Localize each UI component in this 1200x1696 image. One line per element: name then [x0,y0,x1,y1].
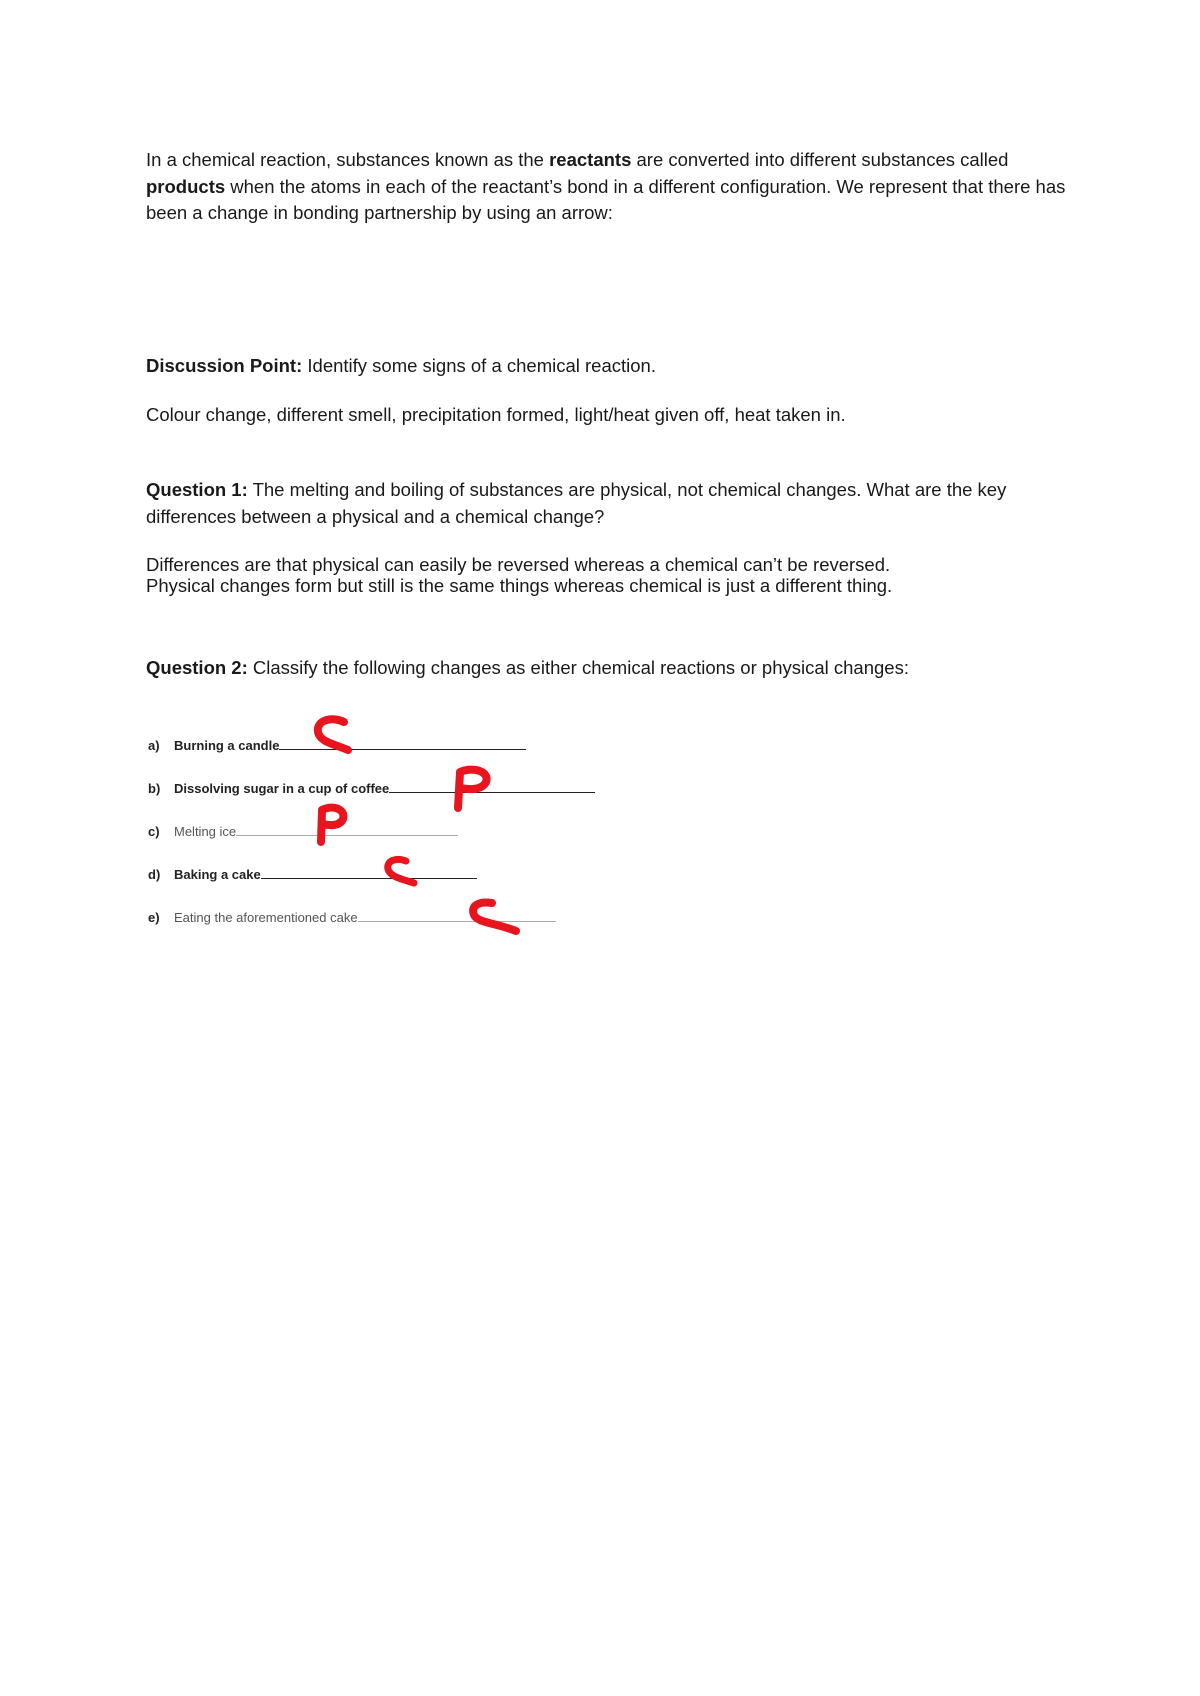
item-text: Dissolving sugar in a cup of coffee [174,781,390,796]
answer-blank[interactable] [261,864,477,879]
intro-paragraph [146,147,1066,227]
reactants-term: reactants [549,149,632,170]
list-item [148,864,477,888]
handwritten-c-mark [308,712,358,758]
intro-text-2: are converted into different substances called [631,149,1009,170]
item-text: Baking a cake [174,867,261,882]
discussion-prompt: Identify some signs of a chemical reaction. [302,355,656,376]
question-2-prompt: Classify the following changes as either chemical reactions or physical changes: [247,657,909,678]
item-text: Burning a candle [174,738,280,753]
item-text: Melting ice [174,824,237,839]
discussion-answer: Colour change, different smell, precipitation formed, light/heat given off, heat taken in. [146,404,846,425]
item-letter: c) [148,824,160,839]
question-2 [146,655,1066,682]
item-letter: b) [148,781,161,796]
products-term: products [146,175,226,197]
item-text: Eating the aforementioned cake [174,910,358,925]
handwritten-c-mark [464,897,524,937]
question-1-prompt: The melting and boiling of substances are physical, not chemical changes. What are the key differences between a physical and a chemical change? [146,479,1007,527]
question-1-label: Question 1: [146,479,248,500]
handwritten-c-mark [380,855,420,889]
question-1-answer-line-1: Differences are that physical can easily be reversed whereas a chemical can’t be reversed. [146,554,891,575]
question-1 [146,477,1066,530]
intro-text-1: In a chemical reaction, substances known as the [146,149,550,170]
list-item [148,821,458,845]
discussion-point [146,353,1066,380]
list-item [148,778,595,802]
question-2-label: Question 2: [146,657,248,678]
handwritten-p-mark [448,764,498,814]
item-letter: e) [148,910,160,925]
item-letter: d) [148,867,161,882]
item-letter: a) [148,738,160,753]
intro-text-3: when the atoms in each of the reactant’s bond in a different configuration. We represent that there has been a change in bonding partnership by using an arrow: [146,175,1066,223]
answer-blank[interactable] [358,907,556,922]
discussion-label: Discussion Point: [146,355,303,376]
handwritten-p-mark [312,802,352,846]
question-1-answer-line-2: Physical changes form but still is the same things whereas chemical is just a different thing. [146,575,893,596]
question-1-answer [146,554,1066,596]
